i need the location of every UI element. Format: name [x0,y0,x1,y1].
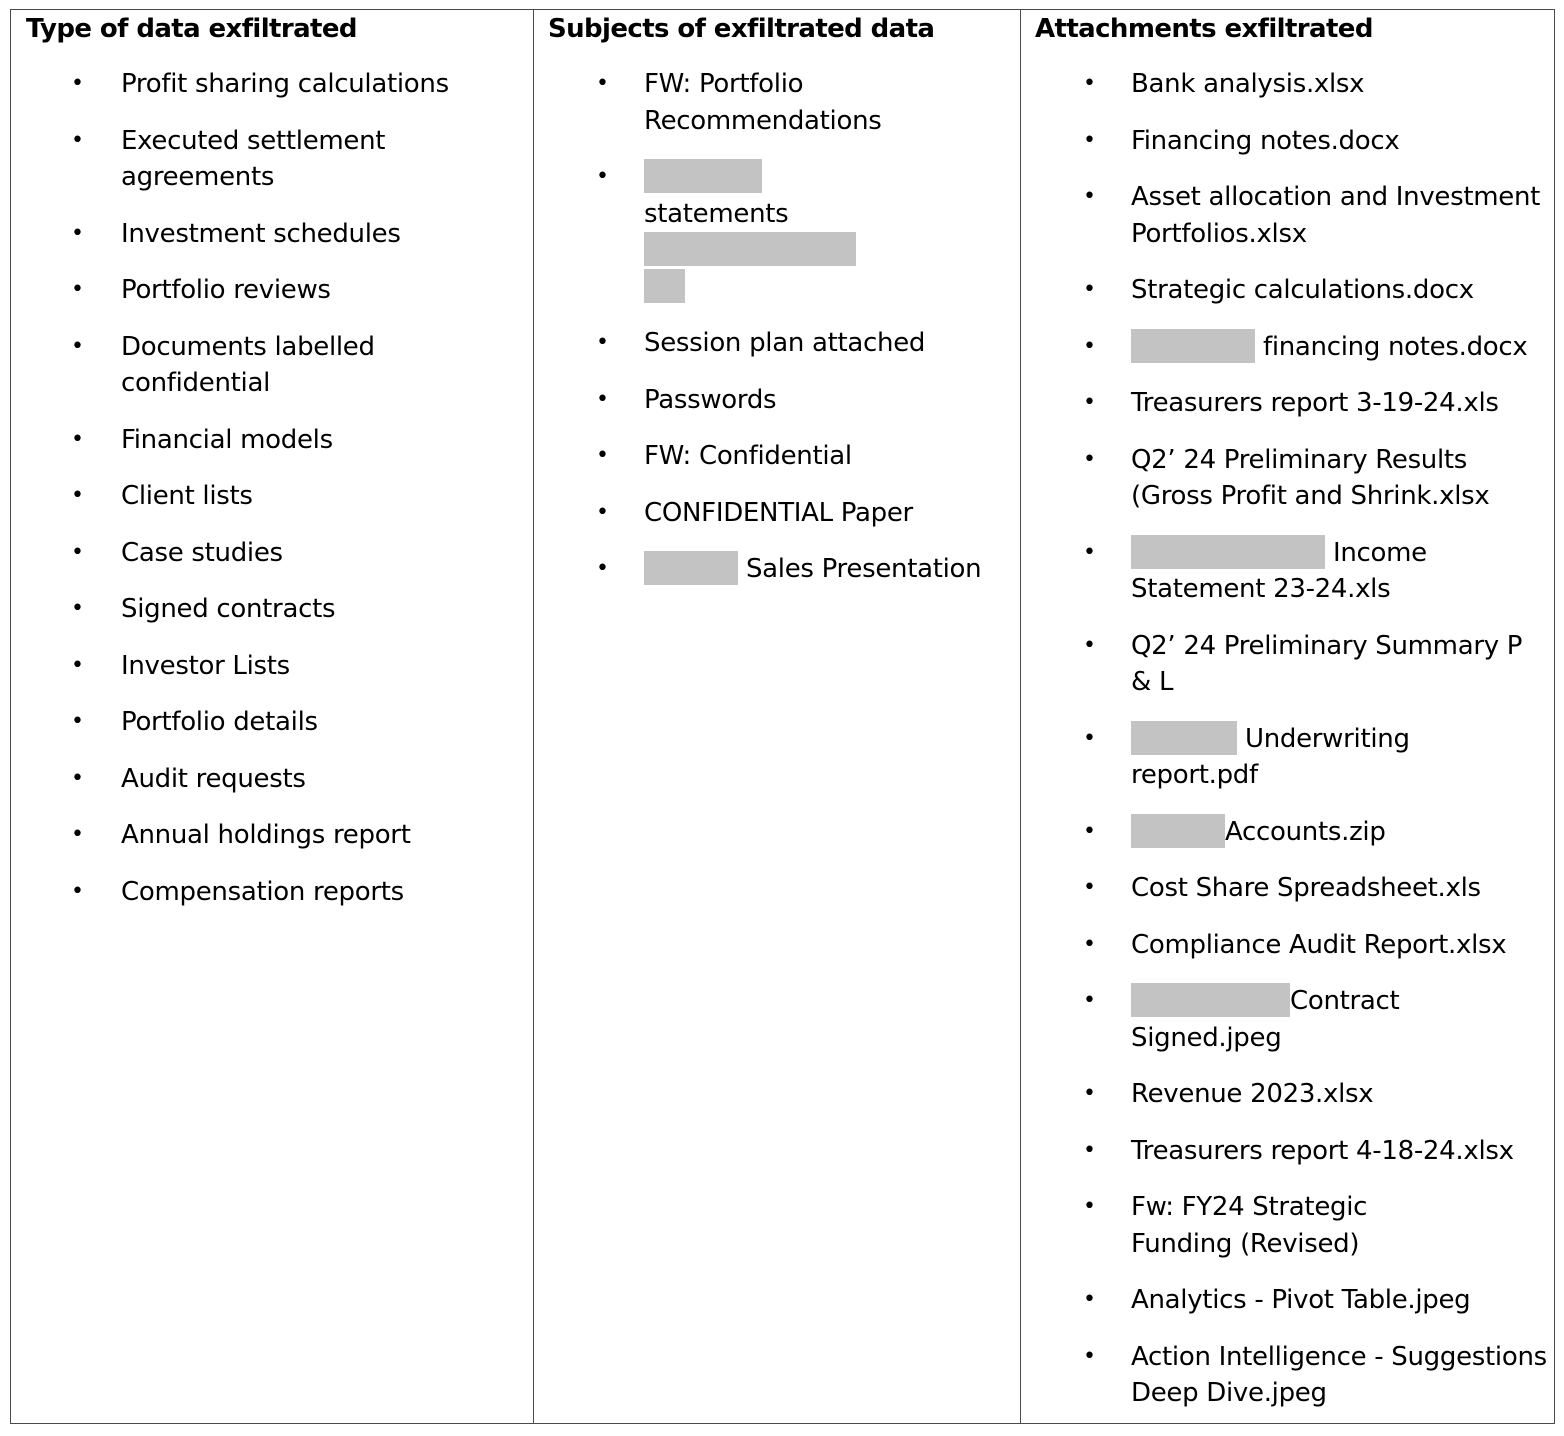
list-item [11,272,533,309]
bullet-icon: • [1083,390,1096,415]
list-item-text: Portfolio reviews [121,275,331,305]
bullet-icon: • [1083,988,1096,1013]
bullet-icon: • [1083,1287,1096,1312]
list-item [11,478,533,515]
bullet-icon: • [1083,725,1096,751]
list-item [1021,535,1556,608]
list-item-text: Revenue 2023.xlsx [1131,1079,1374,1109]
bullet-icon: • [596,386,609,412]
bullet-icon: • [71,277,84,302]
redaction-block [644,232,856,266]
bullet-icon: • [1083,1081,1096,1106]
list-item-text: Income Statement 23-24.xls [1131,537,1427,604]
list-item [11,648,533,685]
list-item-text: Profit sharing calculations [121,69,449,99]
redaction-block [1131,814,1225,848]
list-item-text: Financial models [121,424,333,455]
list-item [1021,927,1556,964]
list-item-text: Passwords [644,384,777,415]
bullet-icon: • [71,220,84,246]
list-item [1021,1339,1556,1412]
list-item-text: Strategic calculations.docx [1131,275,1474,305]
list-item-text: Analytics - Pivot Table.jpeg [1131,1285,1471,1315]
list-item-text: Portfolio details [121,707,318,737]
bullet-icon: • [71,709,84,734]
column-subjects [533,10,1020,1423]
bullet-icon: • [1083,539,1096,565]
attachment-list [1021,66,1556,1432]
exfiltration-table [10,9,1555,1424]
bullet-icon: • [1083,184,1096,209]
list-item [1021,179,1556,252]
list-item-text: Bank analysis.xlsx [1131,69,1365,99]
bullet-icon: • [71,127,84,153]
list-item-text: Contract Signed.jpeg [1131,986,1400,1053]
list-item [11,591,533,628]
redaction-block [1131,983,1290,1017]
list-item-text: Cost Share Spreadsheet.xls [1131,873,1481,903]
bullet-icon: • [71,765,84,791]
bullet-icon: • [71,539,84,565]
bullet-icon: • [1083,1137,1096,1163]
bullet-icon: • [1083,71,1096,96]
list-item [534,159,1020,305]
bullet-icon: • [71,426,84,452]
list-item-text: Audit requests [121,763,306,794]
bullet-icon: • [1083,446,1096,472]
list-item [11,704,533,741]
list-item [11,761,533,798]
subject-list [534,66,1020,608]
data-type-list [11,66,533,930]
list-item [11,422,533,459]
list-item-text: Fw: FY24 Strategic Funding (Revised) [1131,1192,1368,1259]
list-item [1021,66,1556,103]
list-item-text: Executed settlement agreements [121,125,386,192]
list-item [1021,628,1556,701]
list-item-text: Underwriting report.pdf [1131,723,1410,790]
list-item [11,123,533,196]
bullet-icon: • [1083,875,1096,900]
list-item-text: Signed contracts [121,594,336,624]
column-attachments [1020,10,1556,1423]
bullet-icon: • [596,71,609,96]
bullet-icon: • [1083,818,1096,844]
redaction-block [644,159,762,193]
list-item-text: Asset allocation and Investment Portfolios.xlsx [1131,182,1541,249]
bullet-icon: • [1083,632,1096,658]
bullet-icon: • [71,483,84,508]
list-item-text: Annual holdings report [121,820,411,850]
bullet-icon: • [596,499,609,525]
bullet-icon: • [71,652,84,678]
list-item [11,874,533,911]
redaction-block [1131,329,1255,363]
list-item-text: Investor Lists [121,650,290,681]
list-item-text: Q2’ 24 Preliminary Results (Gross Profit and Shrink.xlsx [1131,444,1490,511]
list-item [1021,870,1556,907]
list-item-text: Financing notes.docx [1131,125,1400,156]
list-item [1021,1133,1556,1170]
list-item-text: Treasurers report 4-18-24.xlsx [1131,1135,1514,1166]
list-item [1021,272,1556,309]
list-item-text: Accounts.zip [1225,816,1386,847]
list-item [534,495,1020,532]
list-item [1021,329,1556,366]
list-item-text: Compensation reports [121,876,404,907]
bullet-icon: • [596,330,609,355]
bullet-icon: • [596,556,609,581]
list-item [11,216,533,253]
list-item-text: Case studies [121,537,283,568]
list-item-text: FW: Confidential [644,441,852,471]
redaction-block [644,551,738,585]
list-item-text: Treasurers report 3-19-24.xls [1131,388,1499,418]
list-item [534,382,1020,419]
list-item [1021,814,1556,851]
column-header: Type of data exfiltrated [26,14,357,44]
bullet-icon: • [1083,277,1096,302]
list-item [1021,385,1556,422]
list-item [1021,442,1556,515]
list-item [11,66,533,103]
list-item-text: FW: Portfolio Recommendations [644,69,882,136]
redaction-block [1131,721,1237,755]
redaction-block [644,269,685,303]
bullet-icon: • [71,71,84,96]
list-item [1021,983,1556,1056]
list-item [534,551,1020,588]
list-item-text: Q2’ 24 Preliminary Summary P & L [1131,630,1523,697]
column-header: Subjects of exfiltrated data [548,14,935,44]
list-item-text: Investment schedules [121,218,401,249]
list-item-text: Documents labelled confidential [121,331,375,398]
list-item [1021,1282,1556,1319]
bullet-icon: • [1083,333,1096,359]
list-item [1021,1076,1556,1113]
list-item-text: statements [644,198,789,229]
bullet-icon: • [71,596,84,621]
list-item-text: Session plan attached [644,328,926,358]
list-item-text: financing notes.docx [1262,331,1528,362]
bullet-icon: • [71,333,84,359]
bullet-icon: • [596,164,609,189]
column-data-types [11,10,533,1423]
bullet-icon: • [1083,1343,1096,1369]
list-item [534,325,1020,362]
bullet-icon: • [1083,127,1096,153]
list-item [1021,123,1556,160]
list-item-text: Sales Presentation [745,554,982,584]
list-item [11,535,533,572]
list-item [1021,721,1556,794]
list-item-text: Compliance Audit Report.xlsx [1131,929,1507,960]
bullet-icon: • [71,878,84,904]
list-item [534,66,1020,139]
bullet-icon: • [1083,1194,1096,1219]
bullet-icon: • [1083,931,1096,957]
redaction-block [1131,535,1325,569]
list-item-text: Client lists [121,481,253,511]
column-header: Attachments exfiltrated [1035,14,1373,44]
bullet-icon: • [596,443,609,468]
bullet-icon: • [71,822,84,847]
list-item [11,817,533,854]
list-item [534,438,1020,475]
list-item-text: Action Intelligence - Suggestions Deep Dive.jpeg [1131,1341,1547,1408]
list-item [1021,1189,1556,1262]
list-item [11,329,533,402]
list-item-text: CONFIDENTIAL Paper [644,497,913,528]
